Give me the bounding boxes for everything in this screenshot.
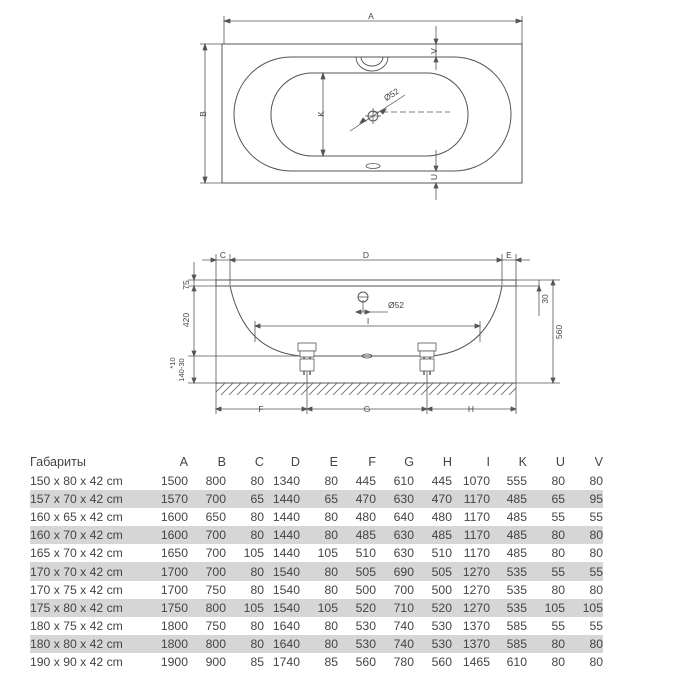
column-header-u: U (555, 455, 565, 469)
cell-u: 80 (551, 636, 565, 651)
table-row (30, 599, 603, 617)
table-row (30, 581, 603, 599)
cell-h: 505 (431, 564, 452, 579)
cell-f: 485 (355, 528, 376, 543)
cell-a: 1600 (160, 510, 188, 525)
cell-c: 80 (250, 582, 264, 597)
cell-b: 700 (205, 546, 226, 561)
cell-a: 1900 (160, 654, 188, 669)
dim-label-g: G (363, 404, 371, 414)
cell-h: 510 (431, 546, 452, 561)
cell-g: 780 (393, 654, 414, 669)
cell-d: 1640 (272, 636, 300, 651)
cell-c: 85 (250, 654, 264, 669)
cell-f: 560 (355, 654, 376, 669)
cell-h: 470 (431, 492, 452, 507)
dim-label-a: A (368, 11, 374, 21)
cell-k: 535 (506, 600, 527, 615)
cell-size: 160 x 65 x 42 cm (30, 510, 123, 525)
cell-c: 80 (250, 564, 264, 579)
cell-d: 1540 (272, 564, 300, 579)
cell-u: 105 (544, 600, 565, 615)
cell-g: 640 (393, 510, 414, 525)
top-view (200, 16, 522, 200)
cell-i: 1465 (462, 654, 490, 669)
cell-e: 65 (324, 492, 338, 507)
cell-f: 510 (355, 546, 376, 561)
cell-d: 1540 (272, 582, 300, 597)
dim-label-h: H (467, 404, 475, 414)
cell-d: 1440 (272, 492, 300, 507)
cell-i: 1170 (463, 492, 490, 507)
cell-size: 180 x 80 x 42 cm (30, 636, 123, 651)
dim-label-140-30: 140-30 (177, 358, 186, 382)
cell-g: 690 (393, 564, 414, 579)
column-header-c: C (254, 455, 264, 469)
cell-g: 740 (393, 618, 414, 633)
cell-f: 500 (355, 582, 376, 597)
cell-k: 585 (506, 618, 527, 633)
table-row (30, 635, 603, 653)
cell-u: 80 (551, 546, 565, 561)
dimensions-table (30, 452, 603, 671)
cell-g: 710 (393, 600, 414, 615)
cell-v: 55 (589, 618, 603, 633)
cell-h: 530 (431, 636, 452, 651)
cell-i: 1070 (462, 474, 490, 489)
cell-k: 585 (506, 636, 527, 651)
column-header-a: A (179, 455, 188, 469)
cell-f: 505 (355, 564, 376, 579)
cell-e: 80 (324, 510, 338, 525)
cell-f: 530 (355, 636, 376, 651)
dim-label-e: E (506, 250, 512, 260)
cell-b: 650 (205, 510, 226, 525)
cell-d: 1340 (272, 474, 300, 489)
cell-e: 80 (324, 474, 338, 489)
cell-f: 470 (355, 492, 376, 507)
cell-size: 170 x 75 x 42 cm (30, 582, 123, 597)
cell-c: 65 (250, 492, 264, 507)
cell-k: 485 (506, 546, 527, 561)
cell-b: 700 (205, 492, 226, 507)
cell-size: 150 x 80 x 42 cm (30, 474, 123, 489)
cell-f: 530 (355, 618, 376, 633)
dim-label-d: D (362, 250, 370, 260)
cell-g: 610 (393, 474, 414, 489)
cell-h: 530 (431, 618, 452, 633)
cell-e: 80 (324, 528, 338, 543)
cell-v: 80 (589, 654, 603, 669)
cell-v: 80 (589, 546, 603, 561)
cell-e: 80 (324, 582, 338, 597)
cell-u: 65 (551, 492, 565, 507)
dim-label-420: 420 (181, 312, 191, 328)
cell-i: 1170 (463, 510, 490, 525)
cell-i: 1170 (463, 546, 490, 561)
cell-u: 55 (551, 510, 565, 525)
cell-v: 55 (589, 510, 603, 525)
cell-v: 80 (589, 474, 603, 489)
cell-a: 1700 (160, 582, 188, 597)
dim-label-560: 560 (554, 324, 564, 340)
dim-label-drain: Ø52 (381, 85, 401, 104)
cell-i: 1270 (462, 582, 490, 597)
column-header-g: G (404, 455, 414, 469)
cell-c: 105 (243, 600, 264, 615)
dim-label-k: K (316, 111, 326, 117)
cell-g: 740 (393, 636, 414, 651)
table-row (30, 544, 603, 562)
cell-i: 1370 (462, 618, 490, 633)
dim-label-10: *10 (168, 357, 177, 369)
dim-label-v: V (429, 48, 439, 54)
cell-u: 80 (551, 528, 565, 543)
cell-k: 535 (506, 564, 527, 579)
dim-label-u: U (429, 173, 439, 181)
column-header-e: E (329, 455, 338, 469)
cell-size: 180 x 75 x 42 cm (30, 618, 123, 633)
cell-e: 105 (317, 600, 338, 615)
cell-b: 800 (205, 636, 226, 651)
cell-a: 1650 (160, 546, 188, 561)
cell-g: 630 (393, 492, 414, 507)
cell-e: 80 (324, 618, 338, 633)
column-header-i: I (486, 455, 490, 469)
table-row (30, 562, 603, 580)
cell-a: 1600 (160, 528, 188, 543)
cell-v: 80 (589, 528, 603, 543)
cell-d: 1540 (272, 600, 300, 615)
cell-c: 105 (243, 546, 264, 561)
cell-u: 80 (551, 474, 565, 489)
cell-k: 485 (506, 528, 527, 543)
dim-label-f: F (258, 404, 264, 414)
column-header-h: H (442, 455, 452, 469)
cell-e: 80 (324, 636, 338, 651)
column-header-k: K (518, 455, 527, 469)
cell-i: 1170 (463, 528, 490, 543)
cell-v: 80 (589, 636, 603, 651)
cell-k: 555 (506, 474, 527, 489)
side-view (188, 254, 560, 414)
column-header-d: D (290, 455, 300, 469)
column-header-size: Габариты (30, 455, 86, 469)
cell-u: 55 (551, 618, 565, 633)
cell-d: 1440 (272, 546, 300, 561)
table-header-row (30, 452, 603, 472)
cell-i: 1270 (462, 600, 490, 615)
table-row (30, 526, 603, 544)
table-row (30, 653, 603, 671)
cell-k: 610 (506, 654, 527, 669)
dim-label-75: 75 (181, 280, 191, 290)
cell-size: 175 x 80 x 42 cm (30, 600, 123, 615)
cell-k: 485 (506, 492, 527, 507)
cell-h: 560 (431, 654, 452, 669)
cell-a: 1800 (160, 618, 188, 633)
table-body (30, 472, 603, 671)
dim-label-c: C (219, 250, 227, 260)
table-row (30, 472, 603, 490)
cell-v: 55 (589, 564, 603, 579)
cell-e: 80 (324, 564, 338, 579)
cell-b: 700 (205, 564, 226, 579)
dim-label-b: B (198, 111, 208, 117)
cell-b: 800 (205, 474, 226, 489)
cell-c: 80 (250, 618, 264, 633)
cell-a: 1800 (160, 636, 188, 651)
cell-b: 750 (205, 618, 226, 633)
cell-f: 445 (355, 474, 376, 489)
cell-c: 80 (250, 474, 264, 489)
cell-e: 85 (324, 654, 338, 669)
table-row (30, 617, 603, 635)
cell-d: 1440 (272, 510, 300, 525)
cell-v: 80 (589, 582, 603, 597)
cell-size: 160 x 70 x 42 cm (30, 528, 123, 543)
dim-label-30: 30 (540, 294, 550, 304)
cell-i: 1270 (462, 564, 490, 579)
cell-g: 700 (393, 582, 414, 597)
cell-b: 800 (205, 600, 226, 615)
cell-size: 157 x 70 x 42 cm (30, 492, 123, 507)
cell-b: 900 (205, 654, 226, 669)
cell-d: 1440 (272, 528, 300, 543)
column-header-v: V (594, 455, 603, 469)
cell-size: 170 x 70 x 42 cm (30, 564, 123, 579)
cell-h: 445 (431, 474, 452, 489)
dim-label-i: I (366, 316, 370, 326)
cell-g: 630 (393, 528, 414, 543)
cell-k: 485 (506, 510, 527, 525)
cell-c: 80 (250, 636, 264, 651)
cell-h: 520 (431, 600, 452, 615)
cell-a: 1700 (160, 564, 188, 579)
cell-u: 80 (551, 582, 565, 597)
cell-a: 1750 (160, 600, 188, 615)
cell-v: 95 (589, 492, 603, 507)
table-row (30, 490, 603, 508)
cell-c: 80 (250, 510, 264, 525)
cell-h: 485 (431, 528, 452, 543)
cell-h: 500 (431, 582, 452, 597)
cell-b: 750 (205, 582, 226, 597)
cell-f: 480 (355, 510, 376, 525)
cell-d: 1640 (272, 618, 300, 633)
column-header-b: B (217, 455, 226, 469)
cell-a: 1500 (160, 474, 188, 489)
cell-k: 535 (506, 582, 527, 597)
cell-f: 520 (355, 600, 376, 615)
cell-size: 165 x 70 x 42 cm (30, 546, 123, 561)
table-row (30, 508, 603, 526)
cell-size: 190 x 90 x 42 cm (30, 654, 123, 669)
cell-h: 480 (431, 510, 452, 525)
cell-e: 105 (317, 546, 338, 561)
dim-label-drain-side: Ø52 (387, 300, 405, 310)
cell-g: 630 (393, 546, 414, 561)
cell-u: 80 (551, 654, 565, 669)
cell-b: 700 (205, 528, 226, 543)
cell-v: 105 (582, 600, 603, 615)
cell-d: 1740 (272, 654, 300, 669)
cell-a: 1570 (160, 492, 188, 507)
cell-c: 80 (250, 528, 264, 543)
cell-u: 55 (551, 564, 565, 579)
top-view-labels (198, 11, 439, 180)
column-header-f: F (368, 455, 376, 469)
cell-i: 1370 (462, 636, 490, 651)
